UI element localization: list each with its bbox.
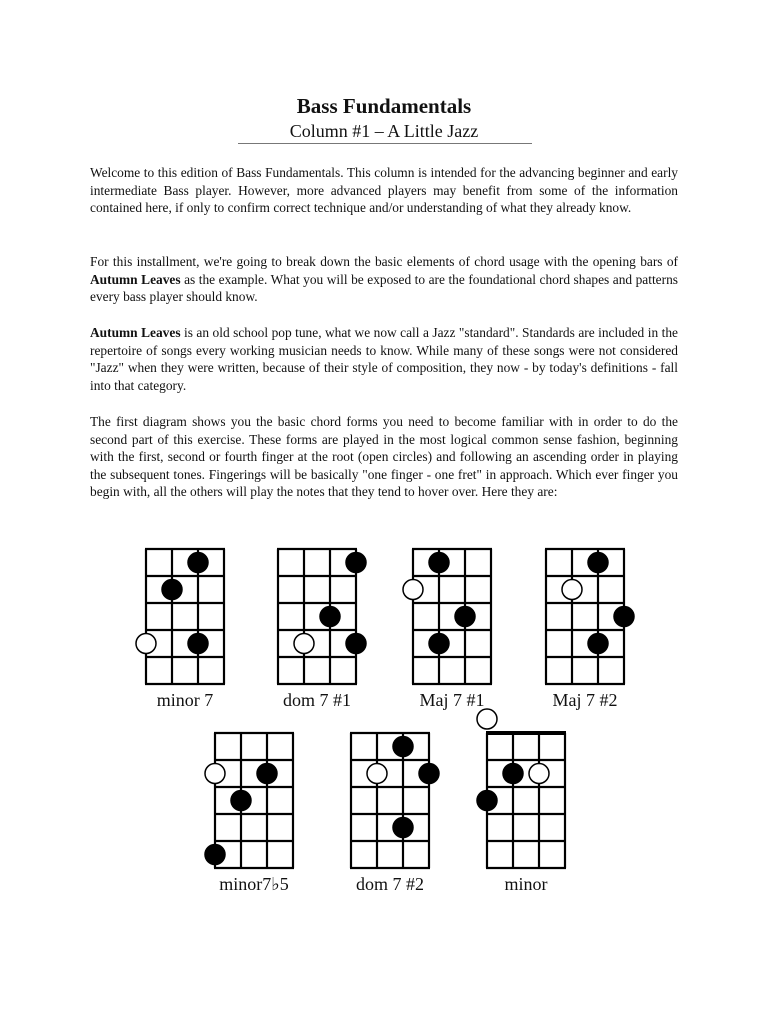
paragraph-text: is an old school pop tune, what we now call a Jazz "standard". Standards are included in the repertoire of songs every working musician needs to know. While many of these songs were not considered "Jazz" when they were written, because of their style of composition, they now - by today's definitions - fall into that category. [90,325,678,393]
chord-diagram [403,549,492,710]
finger-dot-filled [429,634,449,654]
chord-name-label: minor [504,874,548,894]
finger-dot-filled [188,553,208,573]
root-circle-open [294,634,314,654]
page-title: Bass Fundamentals [296,94,472,118]
paragraph-text: Welcome to this edition of Bass Fundamentals. This column is intended for the advancing beginner and early intermediate Bass player. However, more advanced players may benefit from some of the information contained here, if only to confirm correct technique and/or understanding of what they already know. [90,165,678,216]
finger-dot-filled [188,634,208,654]
paragraph-autumn-leaves [90,324,678,394]
chord-diagram [477,709,566,894]
paragraph-installment [90,253,678,306]
finger-dot-filled [231,791,251,811]
paragraph-text: For this installment, we're going to break down the basic elements of chord usage with the opening bars of [90,254,678,269]
finger-dot-filled [205,845,225,865]
finger-dot-filled [588,553,608,573]
paragraph-text: The first diagram shows you the basic chord forms you need to become familiar with in order to do the second part of this exercise. These forms are played in the most logical common sense fashion, beginning with the first, second or fourth finger at the root (open circles) and following an ascending order in playing the subsequent tones. Fingerings will be basically "one finger - one fret" in approach. Which ever finger you begin with, all the others will play the notes that they tend to hover over. Here they are: [90,414,678,500]
root-circle-open [562,580,582,600]
chord-name-label: dom 7 #1 [282,690,352,710]
finger-dot-filled [346,634,366,654]
finger-dot-filled [257,764,277,784]
chord-diagram [350,733,439,894]
chord-name-label: minor7♭5 [219,874,289,894]
finger-dot-filled [477,791,497,811]
chord-diagrams-figure [0,535,768,905]
song-title-bold: Autumn Leaves [90,271,181,287]
root-circle-open [136,634,156,654]
finger-dot-filled [393,737,413,757]
finger-dot-filled [588,634,608,654]
chord-diagram [545,549,634,710]
chord-name-label: Maj 7 #2 [552,690,618,710]
chord-name-label: dom 7 #2 [355,874,425,894]
title-divider [238,143,532,144]
finger-dot-filled [455,607,475,627]
finger-dot-filled [614,607,634,627]
finger-dot-filled [419,764,439,784]
chord-diagram [277,549,366,710]
finger-dot-filled [393,818,413,838]
root-circle-open [205,764,225,784]
root-circle-open [367,764,387,784]
nut-bar [486,731,566,735]
chord-diagram [136,549,225,710]
finger-dot-filled [320,607,340,627]
chord-name-label: Maj 7 #1 [419,690,485,710]
page-subtitle: Column #1 – A Little Jazz [289,121,479,141]
paragraph-first-diagram [90,413,678,501]
root-circle-open [477,709,497,729]
finger-dot-filled [503,764,523,784]
paragraph-intro [90,164,678,217]
root-circle-open [529,764,549,784]
chord-diagram [205,733,294,894]
chord-name-label: minor 7 [156,690,214,710]
root-circle-open [403,580,423,600]
finger-dot-filled [162,580,182,600]
paragraph-text: as the example. What you will be exposed to are the foundational chord shapes and patterns every bass player should know. [90,271,678,305]
finger-dot-filled [346,553,366,573]
song-title-bold: Autumn Leaves [90,325,181,340]
finger-dot-filled [429,553,449,573]
